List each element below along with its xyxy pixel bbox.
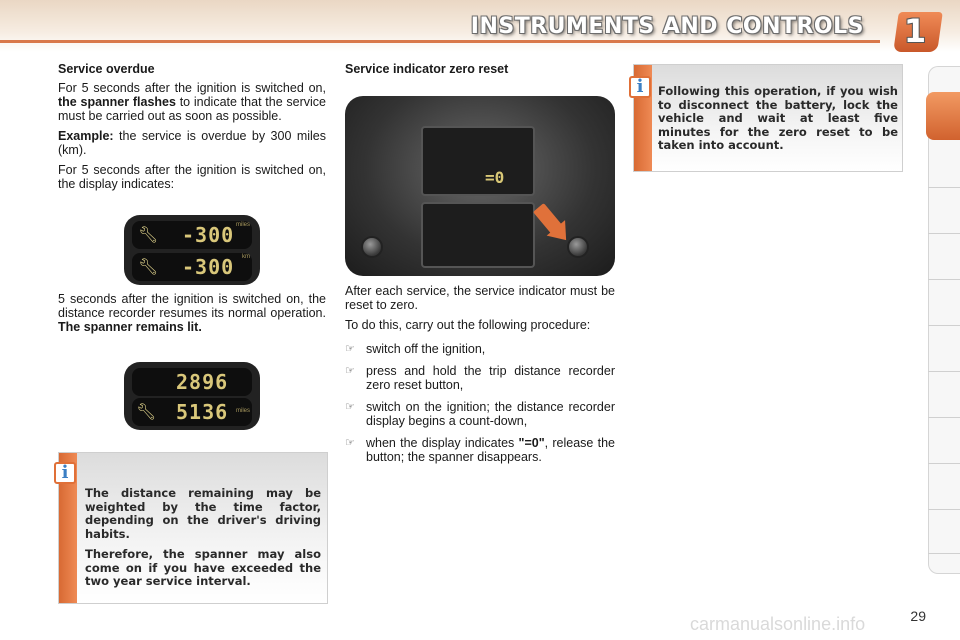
display-unit: miles: [235, 408, 250, 414]
pointer-icon: ☞: [345, 401, 355, 413]
column-left: [58, 62, 326, 197]
display-value: -300: [182, 223, 235, 247]
column-middle: [345, 62, 615, 81]
watermark: carmanualsonline.info: [690, 614, 866, 634]
spanner-icon: 🔧︎: [138, 259, 159, 276]
info-box-right: [633, 64, 903, 172]
procedure-list: [345, 342, 615, 464]
pointer-icon: ☞: [345, 437, 355, 449]
column-left-lower: [58, 292, 326, 340]
spanner-icon: 🔧︎: [138, 227, 159, 244]
index-divider: [928, 463, 960, 464]
paragraph: 5 seconds after the ignition is switched on, the distance recorder resumes its normal operation. The spanner remains lit.: [58, 292, 326, 334]
index-divider: [928, 417, 960, 418]
info-paragraph: Therefore, the spanner may also come on if you have exceeded the two year service interval.: [85, 547, 321, 588]
instrument-cluster-photo: [345, 96, 615, 276]
pointer-icon: ☞: [345, 365, 355, 377]
cluster-lower-window: [421, 202, 535, 268]
odometer-display: [124, 362, 260, 430]
info-box-left: [58, 452, 328, 604]
chapter-index: [928, 66, 960, 574]
info-text: [85, 487, 321, 596]
list-item: ☞ when the display indicates "=0", release the button; the spanner disappears.: [345, 436, 615, 464]
display-unit: miles: [235, 222, 250, 228]
trip-reset-button: [567, 236, 589, 258]
index-divider: [928, 325, 960, 326]
heading-zero-reset: Service indicator zero reset: [345, 62, 509, 76]
index-divider: [928, 509, 960, 510]
paragraph: For 5 seconds after the ignition is switched on, the display indicates:: [58, 163, 326, 191]
paragraph: For 5 seconds after the ignition is switched on, the spanner flashes to indicate that the service must be carried out as soon as possible.: [58, 81, 326, 123]
list-item: ☞ switch off the ignition,: [345, 342, 486, 356]
cluster-knob-left: [361, 236, 383, 258]
page-number: 29: [910, 608, 926, 624]
index-divider: [928, 553, 960, 554]
index-divider: [928, 233, 960, 234]
spanner-icon: 🔧︎: [136, 404, 157, 421]
index-divider: [928, 279, 960, 280]
index-divider: [928, 371, 960, 372]
info-icon: i: [54, 462, 76, 484]
display-value: -300: [182, 255, 235, 279]
column-middle-text: [345, 284, 615, 472]
paragraph: After each service, the service indicator must be reset to zero.: [345, 284, 615, 312]
index-divider: [928, 187, 960, 188]
info-text: Following this operation, if you wish to disconnect the battery, lock the vehicle and wait at least five minutes for the zero reset to be taken into account.: [658, 84, 898, 152]
list-item: ☞ press and hold the trip distance recorder zero reset button,: [345, 364, 615, 392]
chapter-number: 1: [903, 12, 927, 50]
cluster-upper-window: [421, 126, 535, 196]
overdue-display: [124, 215, 260, 285]
heading-service-overdue: Service overdue: [58, 62, 155, 76]
header-rule: [0, 40, 880, 43]
display-row: [132, 221, 252, 249]
paragraph-example: Example: the service is overdue by 300 miles (km).: [58, 129, 326, 157]
display-row: [132, 253, 252, 281]
pointer-icon: ☞: [345, 343, 355, 355]
display-unit: km: [242, 254, 250, 260]
display-value: 2896: [176, 370, 229, 394]
display-row: [132, 368, 252, 396]
info-paragraph: The distance remaining may be weighted by the time factor, depending on the driver's driving habits.: [85, 486, 321, 541]
info-icon: i: [629, 76, 651, 98]
display-row: [132, 398, 252, 426]
index-tab-active[interactable]: [926, 92, 960, 140]
list-item: ☞ switch on the ignition; the distance recorder display begins a count-down,: [345, 400, 615, 428]
cluster-readout: =0: [485, 168, 505, 187]
paragraph: To do this, carry out the following procedure:: [345, 318, 591, 332]
display-value: 5136: [176, 400, 229, 424]
section-title: INSTRUMENTS AND CONTROLS: [470, 14, 864, 39]
